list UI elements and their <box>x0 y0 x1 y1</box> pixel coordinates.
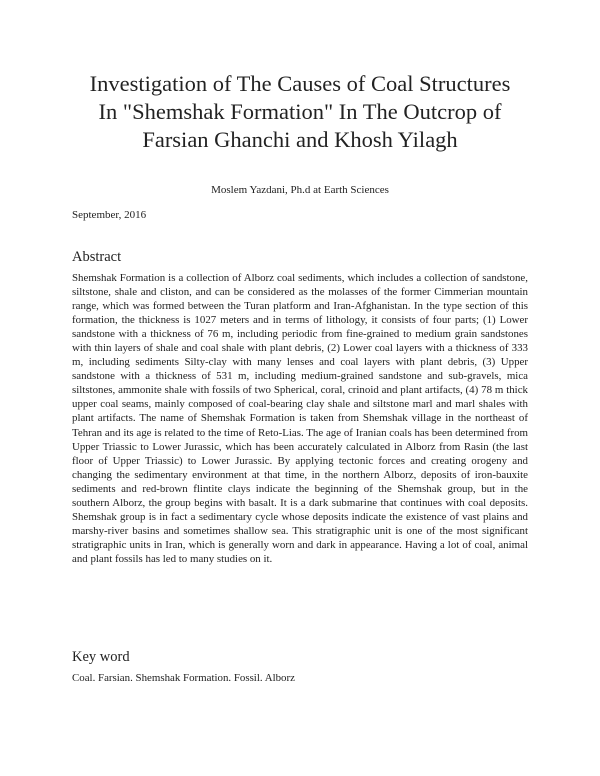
author-line: Moslem Yazdani, Ph.d at Earth Sciences <box>211 184 389 196</box>
publication-date: September, 2016 <box>72 209 147 221</box>
keywords-text: Coal. Farsian. Shemshak Formation. Fossil. Alborz <box>72 672 295 684</box>
abstract-heading: Abstract <box>72 249 122 265</box>
paper-title <box>60 70 540 154</box>
keyword-heading: Key word <box>72 649 130 665</box>
title-line-2: In "Shemshak Formation" In The Outcrop of <box>98 99 502 124</box>
abstract-text: Shemshak Formation is a collection of Alborz coal sediments, which includes a collection of sandstone, siltstone, shale and cliston, and can be considered as the molasses of the former Cimmerian mountain range, which was formed between the Turan platform and Iran-Afghanistan. In the type section of this formation, the thickness is 1027 meters and in terms of lithology, it consists of four parts; (1) Lower sandstone with a thickness of 76 m, including periodic from fine-grained to medium grain sandstones with thin layers of shale and coal shale with plant debris, (2) Lower coal layers with a thickness of 333 m, including sediments Silty-clay with many lenses and coal layers with plant debris, (3) Upper sandstone with a thickness of 531 m, including medium-grained sandstone and sub-gravels, mica siltstones, ammonite shale with fossils of two Spherical, coral, crinoid and plant artifacts, (4) 78 m thick upper coal seams, mainly composed of coal-bearing clay shale and siltstone marl and marl shales with plant artifacts. The name of Shemshak Formation is taken from Shemshak village in the northeast of Tehran and its age is related to the time of Reto-Lias. The age of Iranian coals has been determined from Upper Triassic to Lower Jurassic, which has been accurately calculated in Alborz from Rasin (the last floor of Upper Triassic) to Lower Jurassic. By applying tectonic forces and creating orogeny and changing the sedimentary environment at that time, in the northern Alborz, deposits of iron-bauxite sediments and red-brown flintite clays indicate the beginning of the Shemshak group, but in the southern Alborz, the group begins with basalt. It is a dark submarine that continues with coal deposits. Shemshak group is in fact a sedimentary cycle whose deposits indicate the existence of vast plains and marshy-river basins and sometimes shallow sea. This stratigraphic unit is one of the most significant stratigraphic units in Iran, which is generally worn and dark in appearance. Having a lot of coal, animal and plant fossils has led to many studies on it. <box>72 272 528 565</box>
title-line-3: Farsian Ghanchi and Khosh Yilagh <box>142 127 458 152</box>
title-line-1: Investigation of The Causes of Coal Structures <box>89 71 511 96</box>
